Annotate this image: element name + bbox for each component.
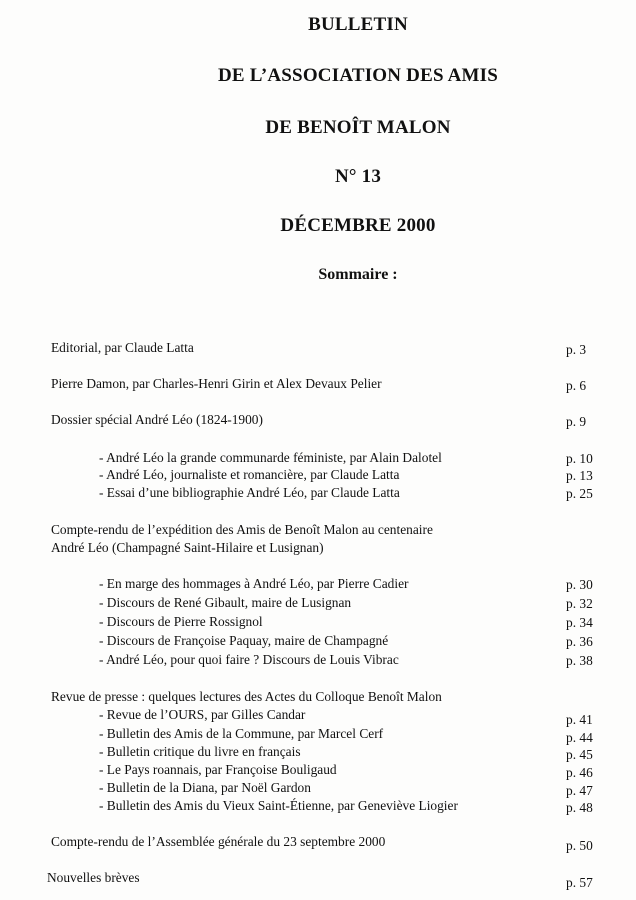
toc-entry-damon: Pierre Damon, par Charles-Henri Girin et Alex Devaux Pelier — [51, 376, 382, 391]
toc-subentry: - Essai d’une bibliographie André Léo, par Claude Latta — [99, 485, 400, 500]
toc-subpage: p. 30 — [566, 577, 593, 592]
toc-subentry: - André Léo, pour quoi faire ? Discours de Louis Vibrac — [99, 652, 399, 667]
toc-subpage: p. 36 — [566, 634, 593, 649]
toc-page-editorial: p. 3 — [566, 342, 587, 357]
toc-entry-nouvelles: Nouvelles brèves — [47, 870, 140, 885]
toc-subpage: p. 46 — [566, 765, 593, 780]
toc-subentry: - En marge des hommages à André Léo, par Pierre Cadier — [99, 576, 409, 591]
toc-subentry: - Discours de Françoise Paquay, maire de Champagné — [99, 633, 389, 648]
toc-subpage: p. 34 — [566, 615, 593, 630]
toc-entry-editorial: Editorial, par Claude Latta — [51, 340, 194, 355]
association-title: DE L’ASSOCIATION DES AMIS — [217, 65, 499, 86]
toc-page-damon: p. 6 — [566, 378, 587, 393]
toc-subpage: p. 13 — [566, 468, 593, 483]
toc-page-dossier: p. 9 — [566, 414, 587, 429]
toc-subentry: - Bulletin des Amis de la Commune, par Marcel Cerf — [99, 726, 384, 741]
toc-subpage: p. 25 — [566, 486, 593, 501]
bulletin-title: BULLETIN — [308, 14, 408, 35]
toc-subpage: p. 48 — [566, 800, 593, 815]
toc-subpage: p. 44 — [566, 730, 593, 745]
toc-entry-assemblee: Compte-rendu de l’Assemblée générale du 23 septembre 2000 — [51, 834, 386, 849]
toc-subentry: - Le Pays roannais, par Françoise Bouligaud — [99, 762, 337, 777]
toc-subentry: - Bulletin critique du livre en français — [99, 744, 301, 759]
association-name: DE BENOÎT MALON — [265, 117, 451, 138]
toc-subpage: p. 38 — [566, 653, 593, 668]
toc-page-nouvelles: p. 57 — [566, 875, 593, 890]
toc-subentry: - André Léo la grande communarde féministe, par Alain Dalotel — [99, 450, 442, 465]
toc-subpage: p. 47 — [566, 783, 593, 798]
toc-entry-revue: Revue de presse : quelques lectures des Actes du Colloque Benoît Malon — [51, 689, 442, 704]
toc-entry-expedition-cont: André Léo (Champagné Saint-Hilaire et Lusignan) — [51, 540, 324, 555]
toc-subentry: - Revue de l’OURS, par Gilles Candar — [99, 707, 306, 722]
toc-entry-dossier: Dossier spécial André Léo (1824-1900) — [51, 412, 263, 427]
toc-entry-expedition: Compte-rendu de l’expédition des Amis de Benoît Malon au centenaire — [51, 522, 433, 537]
toc-subpage: p. 32 — [566, 596, 593, 611]
toc-subentry: - Bulletin de la Diana, par Noël Gardon — [99, 780, 311, 795]
toc-title: Sommaire : — [318, 266, 398, 283]
issue-date: DÉCEMBRE 2000 — [280, 215, 436, 236]
toc-subpage: p. 10 — [566, 451, 593, 466]
toc-subentry: - André Léo, journaliste et romancière, par Claude Latta — [99, 467, 400, 482]
toc-subpage: p. 45 — [566, 747, 593, 762]
toc-subentry: - Discours de Pierre Rossignol — [99, 614, 263, 629]
toc-page-assemblee: p. 50 — [566, 838, 593, 853]
toc-subentry: - Bulletin des Amis du Vieux Saint-Étienne, par Geneviève Liogier — [99, 798, 458, 813]
toc-subpage: p. 41 — [566, 712, 593, 727]
issue-number: N° 13 — [334, 166, 382, 187]
toc-subentry: - Discours de René Gibault, maire de Lusignan — [99, 595, 352, 610]
